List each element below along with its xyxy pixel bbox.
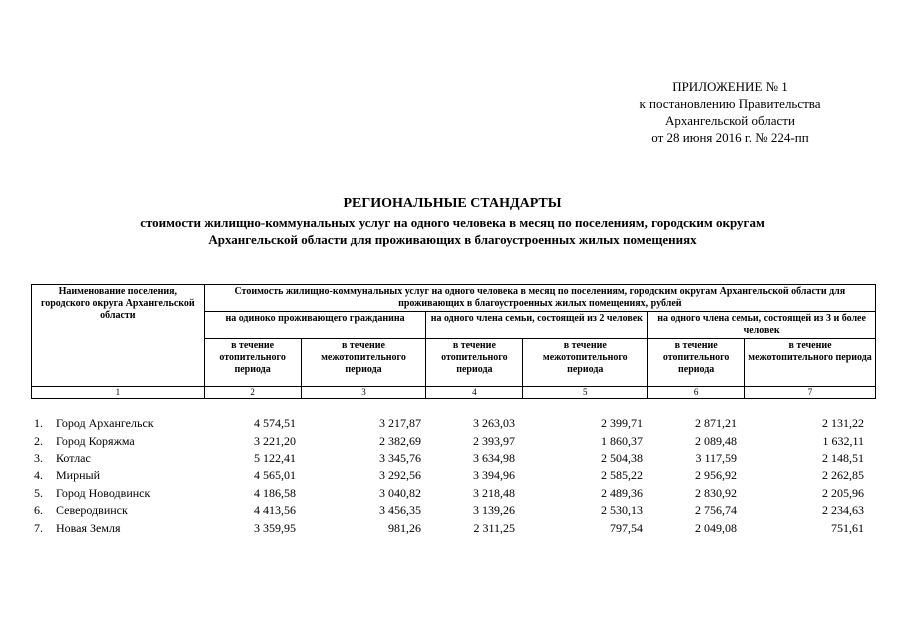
cost-cell: 2 956,92 <box>695 468 737 483</box>
row-number: 5. <box>34 485 43 500</box>
row-number: 2. <box>34 433 43 448</box>
column-header-cost: Стоимость жилищно-коммунальных услуг на одного человека в месяц по поселениям, городским округам Архангельской области для проживающих в благоустроенных жилых помещениях, рублей <box>204 285 875 312</box>
table-row <box>31 450 876 467</box>
cost-cell: 3 263,03 <box>473 416 515 431</box>
period-header-heating: в течение отопительного периода <box>648 339 745 387</box>
cost-cell: 4 565,01 <box>254 468 296 483</box>
appendix-line: Архангельской области <box>665 113 795 128</box>
cost-cell: 2 399,71 <box>601 416 643 431</box>
settlement-name: Мирный <box>56 468 100 483</box>
settlement-cell <box>31 432 204 449</box>
column-number: 4 <box>426 387 523 399</box>
table-header <box>31 284 876 399</box>
row-number: 3. <box>34 450 43 465</box>
cost-cell: 3 040,82 <box>379 485 421 500</box>
cost-cell: 3 359,95 <box>254 520 296 535</box>
appendix-block <box>600 78 860 146</box>
cost-cell: 2 756,74 <box>695 503 737 518</box>
row-number: 7. <box>34 520 43 535</box>
data-table <box>31 415 876 537</box>
column-number: 1 <box>32 387 205 399</box>
cost-cell: 2 830,92 <box>695 485 737 500</box>
cost-cell: 2 311,25 <box>473 520 515 535</box>
table-row <box>31 485 876 502</box>
column-number: 3 <box>301 387 426 399</box>
period-header-nonheating: в течение межотопительного периода <box>523 339 648 387</box>
column-number: 7 <box>745 387 876 399</box>
cost-cell: 3 117,59 <box>695 450 737 465</box>
column-number: 5 <box>523 387 648 399</box>
cost-cell: 3 345,76 <box>379 450 421 465</box>
cost-cell: 2 393,97 <box>473 433 515 448</box>
table-row <box>31 432 876 449</box>
cost-cell: 751,61 <box>831 520 864 535</box>
group-header-family-2: на одного члена семьи, состоящей из 2 человек <box>426 312 648 339</box>
cost-cell: 3 218,48 <box>473 485 515 500</box>
group-header-single: на одиноко проживающего гражданина <box>204 312 426 339</box>
settlement-name: Северодвинск <box>56 503 128 518</box>
cost-cell: 2 205,96 <box>822 485 864 500</box>
cost-cell: 2 530,13 <box>601 503 643 518</box>
period-header-heating: в течение отопительного периода <box>204 339 301 387</box>
settlement-name: Город Архангельск <box>56 416 154 431</box>
cost-cell: 4 413,56 <box>254 503 296 518</box>
document-subtitle: Архангельской области для проживающих в благоустроенных жилых помещениях <box>208 232 697 247</box>
cost-cell: 797,54 <box>610 520 643 535</box>
cost-cell: 2 089,48 <box>695 433 737 448</box>
settlement-name: Новая Земля <box>56 520 121 535</box>
cost-cell: 2 234,63 <box>822 503 864 518</box>
cost-cell: 3 456,35 <box>379 503 421 518</box>
cost-cell: 2 489,36 <box>601 485 643 500</box>
cost-cell: 3 394,96 <box>473 468 515 483</box>
cost-cell: 4 186,58 <box>254 485 296 500</box>
settlement-cell <box>31 485 204 502</box>
cost-cell: 981,26 <box>388 520 421 535</box>
table-row <box>31 502 876 519</box>
column-number: 2 <box>204 387 301 399</box>
appendix-line: к постановлению Правительства <box>639 96 821 111</box>
document-title: РЕГИОНАЛЬНЫЕ СТАНДАРТЫ <box>343 196 562 211</box>
period-header-nonheating: в течение межотопительного периода <box>301 339 426 387</box>
settlement-cell <box>31 450 204 467</box>
cost-cell: 3 634,98 <box>473 450 515 465</box>
cost-cell: 4 574,51 <box>254 416 296 431</box>
table-row <box>31 415 876 432</box>
settlement-name: Город Коряжма <box>56 433 135 448</box>
document-subtitle: стоимости жилищно-коммунальных услуг на одного человека в месяц по поселениям, городским округам <box>140 215 765 230</box>
row-number: 6. <box>34 503 43 518</box>
period-header-nonheating: в течение межотопительного периода <box>745 339 876 387</box>
cost-cell: 2 049,08 <box>695 520 737 535</box>
cost-cell: 2 382,69 <box>379 433 421 448</box>
cost-cell: 2 871,21 <box>695 416 737 431</box>
cost-cell: 2 148,51 <box>822 450 864 465</box>
cost-cell: 2 504,38 <box>601 450 643 465</box>
table-row <box>31 519 876 536</box>
cost-cell: 3 217,87 <box>379 416 421 431</box>
cost-cell: 2 262,85 <box>822 468 864 483</box>
cost-cell: 2 131,22 <box>822 416 864 431</box>
column-header-settlement: Наименование поселения, городского округа Архангельской области <box>32 285 205 387</box>
cost-cell: 3 139,26 <box>473 503 515 518</box>
settlement-cell <box>31 415 204 432</box>
row-number: 4. <box>34 468 43 483</box>
cost-cell: 1 860,37 <box>601 433 643 448</box>
settlement-name: Город Новодвинск <box>56 485 151 500</box>
settlement-name: Котлас <box>56 450 91 465</box>
column-number: 6 <box>648 387 745 399</box>
group-header-family-3: на одного члена семьи, состоящей из 3 и более человек <box>648 312 876 339</box>
row-number: 1. <box>34 416 43 431</box>
cost-cell: 5 122,41 <box>254 450 296 465</box>
settlement-cell <box>31 519 204 536</box>
cost-cell: 2 585,22 <box>601 468 643 483</box>
appendix-title: ПРИЛОЖЕНИЕ № 1 <box>672 79 788 94</box>
appendix-date: от 28 июня 2016 г. № 224-пп <box>651 130 809 145</box>
table-row <box>31 467 876 484</box>
period-header-heating: в течение отопительного периода <box>426 339 523 387</box>
settlement-cell <box>31 467 204 484</box>
settlement-cell <box>31 502 204 519</box>
cost-cell: 3 292,56 <box>379 468 421 483</box>
cost-cell: 3 221,20 <box>254 433 296 448</box>
cost-cell: 1 632,11 <box>822 433 864 448</box>
